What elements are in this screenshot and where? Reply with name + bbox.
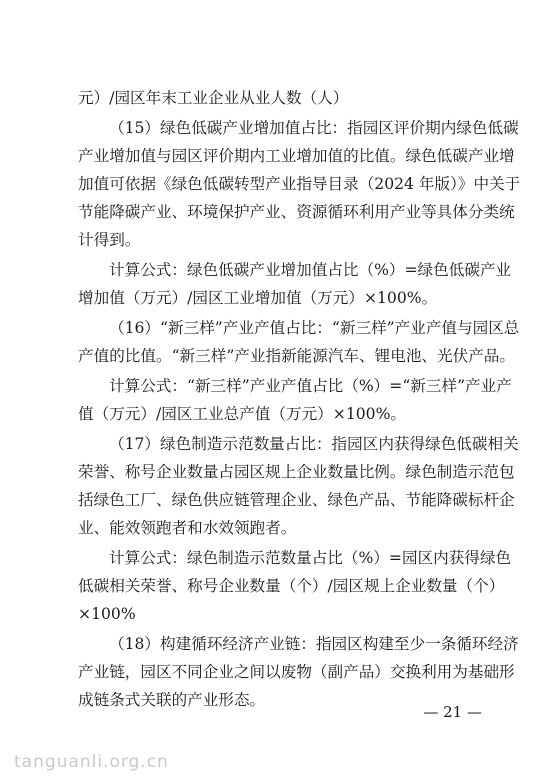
text-line-11: 计算公式：“新三样”产业产值占比（%）=“新三样”产业产 xyxy=(109,377,512,395)
text-line-16: 业、能效领跑者和水效领跑者。 xyxy=(78,519,297,537)
text-line-4: 加值可依据《绿色低碳转型产业指导目录（2024 年版）》中关于 xyxy=(78,175,521,193)
text-line-12: 值（万元）/园区工业总产值（万元）×100%。 xyxy=(78,405,406,423)
text-line-7: 计算公式：绿色低碳产业增加值占比（%）=绿色低碳产业 xyxy=(109,261,512,279)
watermark: tanguanli.org.cn xyxy=(14,752,169,772)
text-line-17: 计算公式：绿色制造示范数量占比（%）=园区内获得绿色 xyxy=(109,549,512,567)
text-line-22: 成链条式关联的产业形态。 xyxy=(78,691,266,709)
text-line-18: 低碳相关荣誉、称号企业数量（个）/园区规上企业数量（个） xyxy=(78,577,505,595)
text-line-20: （18）构建循环经济产业链：指园区构建至少一条循环经济 xyxy=(109,635,519,653)
text-line-10: 产值的比值。“新三样”产业指新能源汽车、锂电池、光伏产品。 xyxy=(78,347,515,365)
text-line-21: 产业链，园区不同企业之间以废物（副产品）交换利用为基础形 xyxy=(78,663,515,681)
text-line-3: 产业增加值与园区评价期内工业增加值的比值。绿色低碳产业增 xyxy=(78,147,515,165)
page-number: — 21 — xyxy=(423,703,482,721)
text-line-8: 增加值（万元）/园区工业增加值（万元）×100%。 xyxy=(78,289,438,307)
text-line-2: （15）绿色低碳产业增加值占比：指园区评价期内绿色低碳 xyxy=(109,119,519,137)
text-line-1: 元）/园区年末工业企业从业人数（人） xyxy=(78,89,349,107)
text-line-6: 计得到。 xyxy=(78,231,141,249)
text-line-15: 括绿色工厂、绿色供应链管理企业、绿色产品、节能降碳标杆企 xyxy=(78,491,515,509)
text-line-14: 荣誉、称号企业数量占园区规上企业数量比例。绿色制造示范包 xyxy=(78,463,515,481)
text-line-13: （17）绿色制造示范数量占比：指园区内获得绿色低碳相关 xyxy=(109,435,519,453)
text-line-9: （16）“新三样”产业产值占比：“新三样”产业产值与园区总 xyxy=(109,319,520,337)
text-line-5: 节能降碳产业、环境保护产业、资源循环利用产业等具体分类统 xyxy=(78,203,515,221)
text-line-19: ×100% xyxy=(78,605,136,623)
